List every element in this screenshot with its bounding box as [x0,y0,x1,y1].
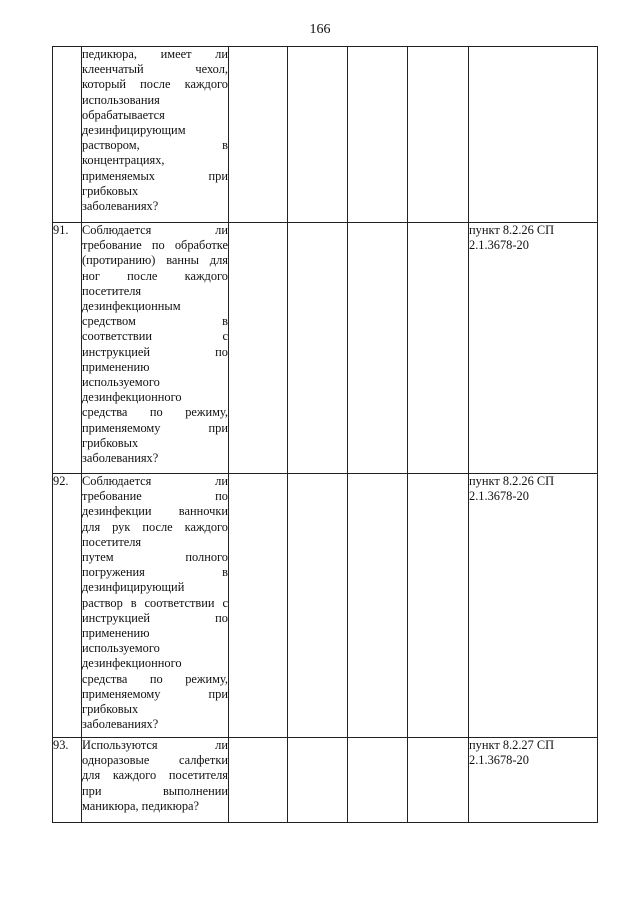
answer-cell-no [288,474,348,738]
question-line: для рук после каждого [82,519,228,534]
reference-text [469,47,598,223]
question-line: заболеваниях? [82,451,159,466]
question-lines [82,738,228,814]
question-line: используемого [82,375,160,390]
question-line: инструкцией по [82,610,228,625]
answer-cell-yes [229,474,288,738]
question-text [82,47,229,223]
question-line: погружения в [82,565,228,580]
question-line: требование по [82,489,228,504]
question-line: заболеваниях? [82,717,159,732]
question-line: посетителя [82,534,142,549]
question-line: концентрациях, [82,153,165,168]
reference-text: пункт 8.2.26 СП 2.1.3678-20 [469,474,598,738]
question-line: дезинфицирующим [82,123,186,138]
checklist-table [52,46,598,823]
question-line: инструкцией по [82,344,228,359]
question-text [82,738,229,823]
question-line: дезинфицирующий [82,580,185,595]
answer-cell-yes [229,47,288,223]
question-line: грибковых [82,183,139,198]
question-line: при выполнении [82,783,228,798]
question-lines [82,223,228,466]
answer-cell-note [408,738,469,823]
row-number: 92. [53,474,82,738]
question-line: раствор в соответствии с [82,595,228,610]
question-line: раствором, в [82,138,228,153]
answer-cell-no [288,47,348,223]
question-line: соответствии с [82,329,228,344]
answer-cell-na [348,738,408,823]
question-line: используемого [82,641,160,656]
question-lines [82,474,228,732]
question-line: Используются ли [82,738,228,752]
row-number: 91. [53,223,82,474]
question-line: дезинфекционным [82,299,181,314]
question-line: одноразовые салфетки [82,753,228,768]
answer-cell-note [408,474,469,738]
question-line: дезинфекционного [82,656,182,671]
table-row [53,474,598,738]
question-line: грибковых [82,435,139,450]
answer-cell-yes [229,738,288,823]
answer-cell-note [408,223,469,474]
answer-cell-na [348,47,408,223]
question-line: заболеваниях? [82,199,159,214]
question-line: применяемых при [82,168,228,183]
table-row [53,47,598,223]
answer-cell-no [288,738,348,823]
question-line: путем полного [82,550,228,565]
question-line: ног после каждого [82,268,228,283]
question-line: дезинфекции ванночки [82,504,228,519]
question-line: дезинфекционного [82,390,182,405]
table-row [53,738,598,823]
answer-cell-yes [229,223,288,474]
question-line: средства по режиму, [82,405,228,420]
answer-cell-na [348,223,408,474]
question-text [82,223,229,474]
question-line: обрабатывается [82,107,165,122]
question-line: педикюра, имеет ли [82,47,228,61]
reference-text: пункт 8.2.27 СП 2.1.3678-20 [469,738,598,823]
question-line: средством в [82,314,228,329]
question-line: грибковых [82,702,139,717]
question-text [82,474,229,738]
question-line: применяемому при [82,686,228,701]
row-number [53,47,82,223]
question-line: который после каждого [82,77,228,92]
row-number: 93. [53,738,82,823]
question-line: использования [82,92,160,107]
answer-cell-note [408,47,469,223]
question-lines [82,47,228,214]
question-line: для каждого посетителя [82,768,228,783]
question-line: клеенчатый чехол, [82,62,228,77]
question-line: применению [82,626,150,641]
question-line: применению [82,359,150,374]
question-line: средства по режиму, [82,671,228,686]
page-number: 166 [309,22,331,37]
table-row [53,223,598,474]
question-line: требование по обработке [82,238,228,253]
question-line: маникюра, педикюра? [82,798,200,813]
question-line: применяемому при [82,420,228,435]
question-line: Соблюдается ли [82,223,228,237]
question-line: посетителя [82,283,142,298]
question-line: Соблюдается ли [82,474,228,488]
answer-cell-no [288,223,348,474]
reference-text: пункт 8.2.26 СП 2.1.3678-20 [469,223,598,474]
answer-cell-na [348,474,408,738]
question-line: (протиранию) ванны для [82,253,228,268]
